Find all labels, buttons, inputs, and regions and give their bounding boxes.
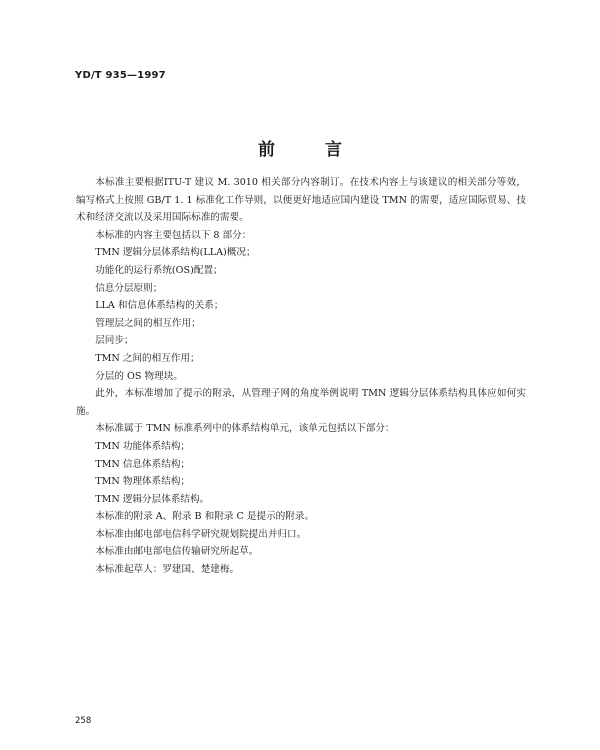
page-number: 258 bbox=[75, 716, 92, 726]
series-list-item: TMN 物理体系结构； bbox=[95, 476, 191, 488]
proposer-paragraph: 本标准由邮电部电信科学研究规划院提出并归口。 bbox=[95, 528, 307, 540]
series-list-item: TMN 信息体系结构； bbox=[95, 458, 191, 470]
appendix-note-paragraph: 此外，本标准增加了提示的附录，从管理子网的角度举例说明 TMN 逻辑分层体系结构具体应如何实施。 bbox=[76, 388, 526, 417]
drafter-org-paragraph: 本标准由邮电部电信传输研究所起草。 bbox=[95, 546, 259, 558]
content-list-item: 分层的 OS 物理块。 bbox=[95, 370, 183, 382]
page-title: 前言 bbox=[258, 140, 392, 160]
series-list-intro: 本标准属于 TMN 标准系列中的体系结构单元，该单元包括以下部分： bbox=[95, 423, 395, 435]
content-list-item: 信息分层原则； bbox=[95, 282, 163, 294]
document-body bbox=[76, 174, 526, 579]
content-list-item: 管理层之间的相互作用； bbox=[95, 317, 201, 329]
content-list-item: TMN 之间的相互作用； bbox=[95, 352, 200, 364]
content-list-item: LLA 和信息体系结构的关系； bbox=[95, 300, 224, 312]
document-code: YD/T 935—1997 bbox=[75, 70, 166, 81]
series-list-item: TMN 逻辑分层体系结构。 bbox=[95, 493, 210, 505]
content-list-item: 功能化的运行系统(OS)配置； bbox=[95, 264, 223, 276]
content-list-intro: 本标准的内容主要包括以下 8 部分： bbox=[95, 229, 252, 241]
series-list-item: TMN 功能体系结构； bbox=[95, 440, 191, 452]
content-list-item: TMN 逻辑分层体系结构(LLA)概况； bbox=[95, 247, 256, 259]
appendix-paragraph: 本标准的附录 A、附录 B 和附录 C 是提示的附录。 bbox=[95, 511, 315, 523]
drafters-paragraph: 本标准起草人：罗建国、楚建梅。 bbox=[95, 564, 240, 576]
content-list-item: 层同步； bbox=[95, 335, 134, 347]
intro-paragraph: 本标准主要根据ITU-T 建议 M. 3010 相关部分内容制订。在技术内容上与该建议的相关部分等效，编写格式上按照 GB/T 1. 1 标准化工作导则，以便更好地适应国内建设 TMN 的需要，适应国际贸易、技术和经济交流以及采用国际标准的需要。 bbox=[76, 177, 526, 224]
